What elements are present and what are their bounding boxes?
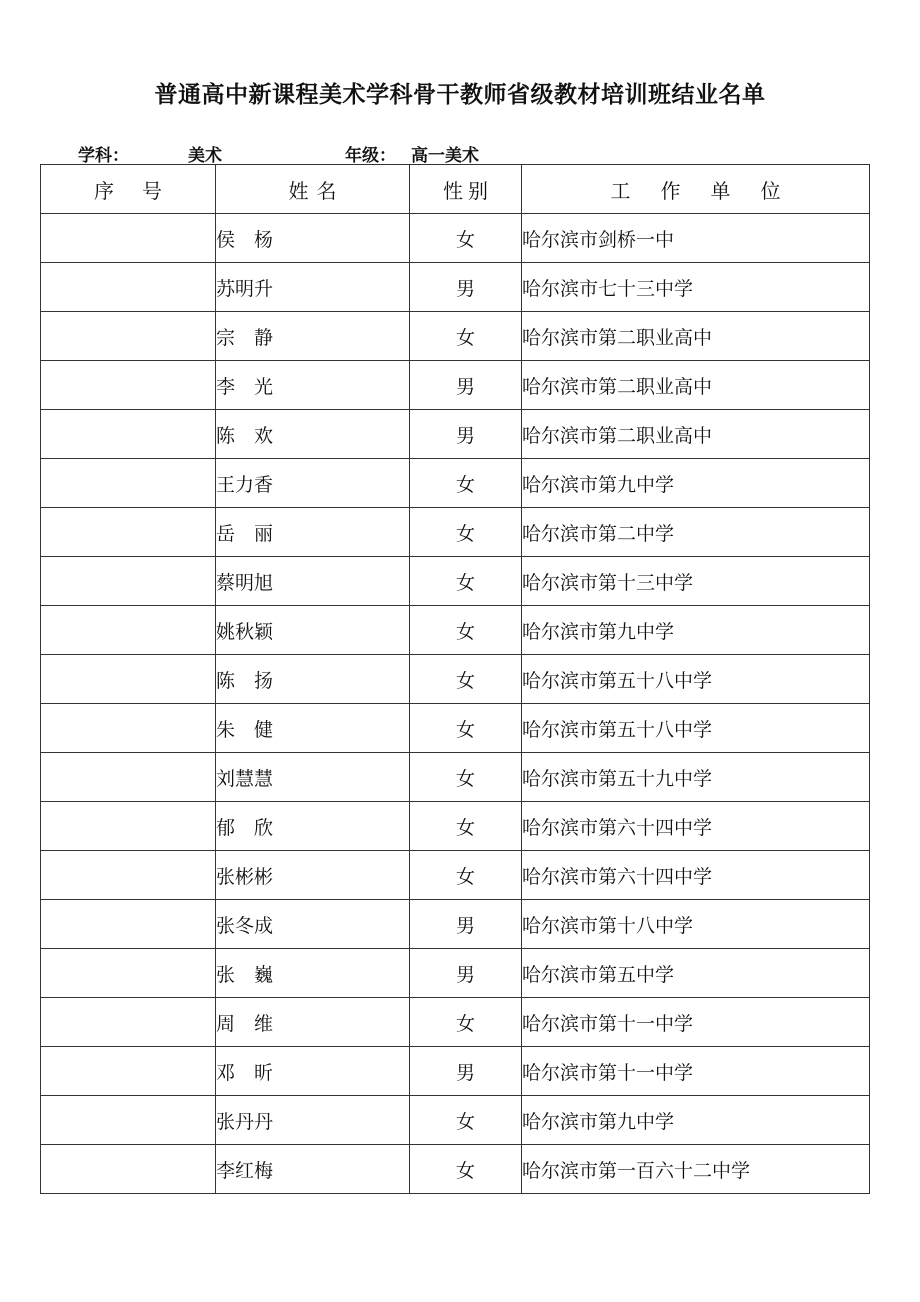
gender-cell: 女 [410, 851, 522, 900]
work-unit-cell: 哈尔滨市第十一中学 [522, 1047, 870, 1096]
teacher-name-cell: 岳 丽 [216, 508, 410, 557]
gender-cell: 女 [410, 1096, 522, 1145]
gender-cell: 女 [410, 214, 522, 263]
teacher-name-cell: 张冬成 [216, 900, 410, 949]
seq-cell [41, 1096, 216, 1145]
seq-cell [41, 998, 216, 1047]
gender-cell: 女 [410, 312, 522, 361]
teacher-name-cell: 张丹丹 [216, 1096, 410, 1145]
seq-cell [41, 802, 216, 851]
work-unit-cell: 哈尔滨市第二职业高中 [522, 312, 870, 361]
table-row [41, 704, 870, 753]
gender-cell: 女 [410, 704, 522, 753]
teacher-name-cell: 陈 扬 [216, 655, 410, 704]
work-unit-cell: 哈尔滨市第九中学 [522, 459, 870, 508]
work-unit-cell: 哈尔滨市第六十四中学 [522, 802, 870, 851]
work-unit-cell: 哈尔滨市第五十九中学 [522, 753, 870, 802]
work-unit-cell: 哈尔滨市第十一中学 [522, 998, 870, 1047]
seq-cell [41, 1145, 216, 1194]
table-row [41, 459, 870, 508]
gender-cell: 女 [410, 508, 522, 557]
teacher-name-cell: 邓 昕 [216, 1047, 410, 1096]
header-seq: 序号 [41, 165, 216, 214]
teacher-name-cell: 侯 杨 [216, 214, 410, 263]
seq-cell [41, 851, 216, 900]
table-row [41, 508, 870, 557]
work-unit-cell: 哈尔滨市第十八中学 [522, 900, 870, 949]
table-row [41, 214, 870, 263]
table-row [41, 753, 870, 802]
grade-label: 年级： [345, 146, 396, 166]
seq-cell [41, 459, 216, 508]
header-name: 姓名 [216, 165, 410, 214]
gender-cell: 女 [410, 1145, 522, 1194]
gender-cell: 女 [410, 606, 522, 655]
seq-cell [41, 312, 216, 361]
gender-cell: 男 [410, 263, 522, 312]
gender-cell: 男 [410, 410, 522, 459]
seq-cell [41, 949, 216, 998]
teacher-name-cell: 苏明升 [216, 263, 410, 312]
page-title: 普通高中新课程美术学科骨干教师省级教材培训班结业名单 [154, 82, 766, 108]
gender-cell: 女 [410, 802, 522, 851]
work-unit-cell: 哈尔滨市七十三中学 [522, 263, 870, 312]
table-header-row [41, 165, 870, 214]
table-row [41, 655, 870, 704]
teacher-name-cell: 姚秋颖 [216, 606, 410, 655]
gender-cell: 女 [410, 998, 522, 1047]
work-unit-cell: 哈尔滨市第十三中学 [522, 557, 870, 606]
work-unit-cell: 哈尔滨市第九中学 [522, 606, 870, 655]
teacher-name-cell: 周 维 [216, 998, 410, 1047]
teacher-name-cell: 李 光 [216, 361, 410, 410]
work-unit-cell: 哈尔滨市第一百六十二中学 [522, 1145, 870, 1194]
work-unit-cell: 哈尔滨市第九中学 [522, 1096, 870, 1145]
teacher-name-cell: 蔡明旭 [216, 557, 410, 606]
seq-cell [41, 606, 216, 655]
table-row [41, 263, 870, 312]
teacher-name-cell: 朱 健 [216, 704, 410, 753]
gender-cell: 女 [410, 557, 522, 606]
seq-cell [41, 655, 216, 704]
work-unit-cell: 哈尔滨市第五十八中学 [522, 655, 870, 704]
seq-cell [41, 557, 216, 606]
seq-cell [41, 1047, 216, 1096]
roster-table [40, 164, 870, 1194]
work-unit-cell: 哈尔滨市第五中学 [522, 949, 870, 998]
table-body [41, 214, 870, 1194]
table-row [41, 410, 870, 459]
teacher-name-cell: 李红梅 [216, 1145, 410, 1194]
seq-cell [41, 410, 216, 459]
gender-cell: 男 [410, 900, 522, 949]
table-row [41, 606, 870, 655]
subject-label: 学科： [78, 146, 129, 166]
teacher-name-cell: 郁 欣 [216, 802, 410, 851]
header-unit: 工作单位 [522, 165, 870, 214]
teacher-name-cell: 张彬彬 [216, 851, 410, 900]
table-row [41, 312, 870, 361]
seq-cell [41, 361, 216, 410]
table-row [41, 557, 870, 606]
grade-value: 高一美术 [411, 146, 479, 166]
teacher-name-cell: 张 巍 [216, 949, 410, 998]
table-row [41, 949, 870, 998]
work-unit-cell: 哈尔滨市第五十八中学 [522, 704, 870, 753]
work-unit-cell: 哈尔滨市第六十四中学 [522, 851, 870, 900]
table-row [41, 1047, 870, 1096]
seq-cell [41, 263, 216, 312]
table-row [41, 998, 870, 1047]
gender-cell: 男 [410, 1047, 522, 1096]
table-row [41, 802, 870, 851]
gender-cell: 女 [410, 753, 522, 802]
gender-cell: 女 [410, 459, 522, 508]
teacher-name-cell: 宗 静 [216, 312, 410, 361]
table-row [41, 1145, 870, 1194]
seq-cell [41, 214, 216, 263]
table-row [41, 851, 870, 900]
subject-value: 美术 [188, 146, 222, 166]
work-unit-cell: 哈尔滨市第二职业高中 [522, 410, 870, 459]
teacher-name-cell: 刘慧慧 [216, 753, 410, 802]
work-unit-cell: 哈尔滨市第二职业高中 [522, 361, 870, 410]
header-sex: 性别 [410, 165, 522, 214]
gender-cell: 女 [410, 655, 522, 704]
seq-cell [41, 704, 216, 753]
gender-cell: 男 [410, 361, 522, 410]
table-row [41, 900, 870, 949]
gender-cell: 男 [410, 949, 522, 998]
table-row [41, 1096, 870, 1145]
teacher-name-cell: 王力香 [216, 459, 410, 508]
work-unit-cell: 哈尔滨市第二中学 [522, 508, 870, 557]
seq-cell [41, 753, 216, 802]
work-unit-cell: 哈尔滨市剑桥一中 [522, 214, 870, 263]
seq-cell [41, 508, 216, 557]
teacher-name-cell: 陈 欢 [216, 410, 410, 459]
seq-cell [41, 900, 216, 949]
table-row [41, 361, 870, 410]
